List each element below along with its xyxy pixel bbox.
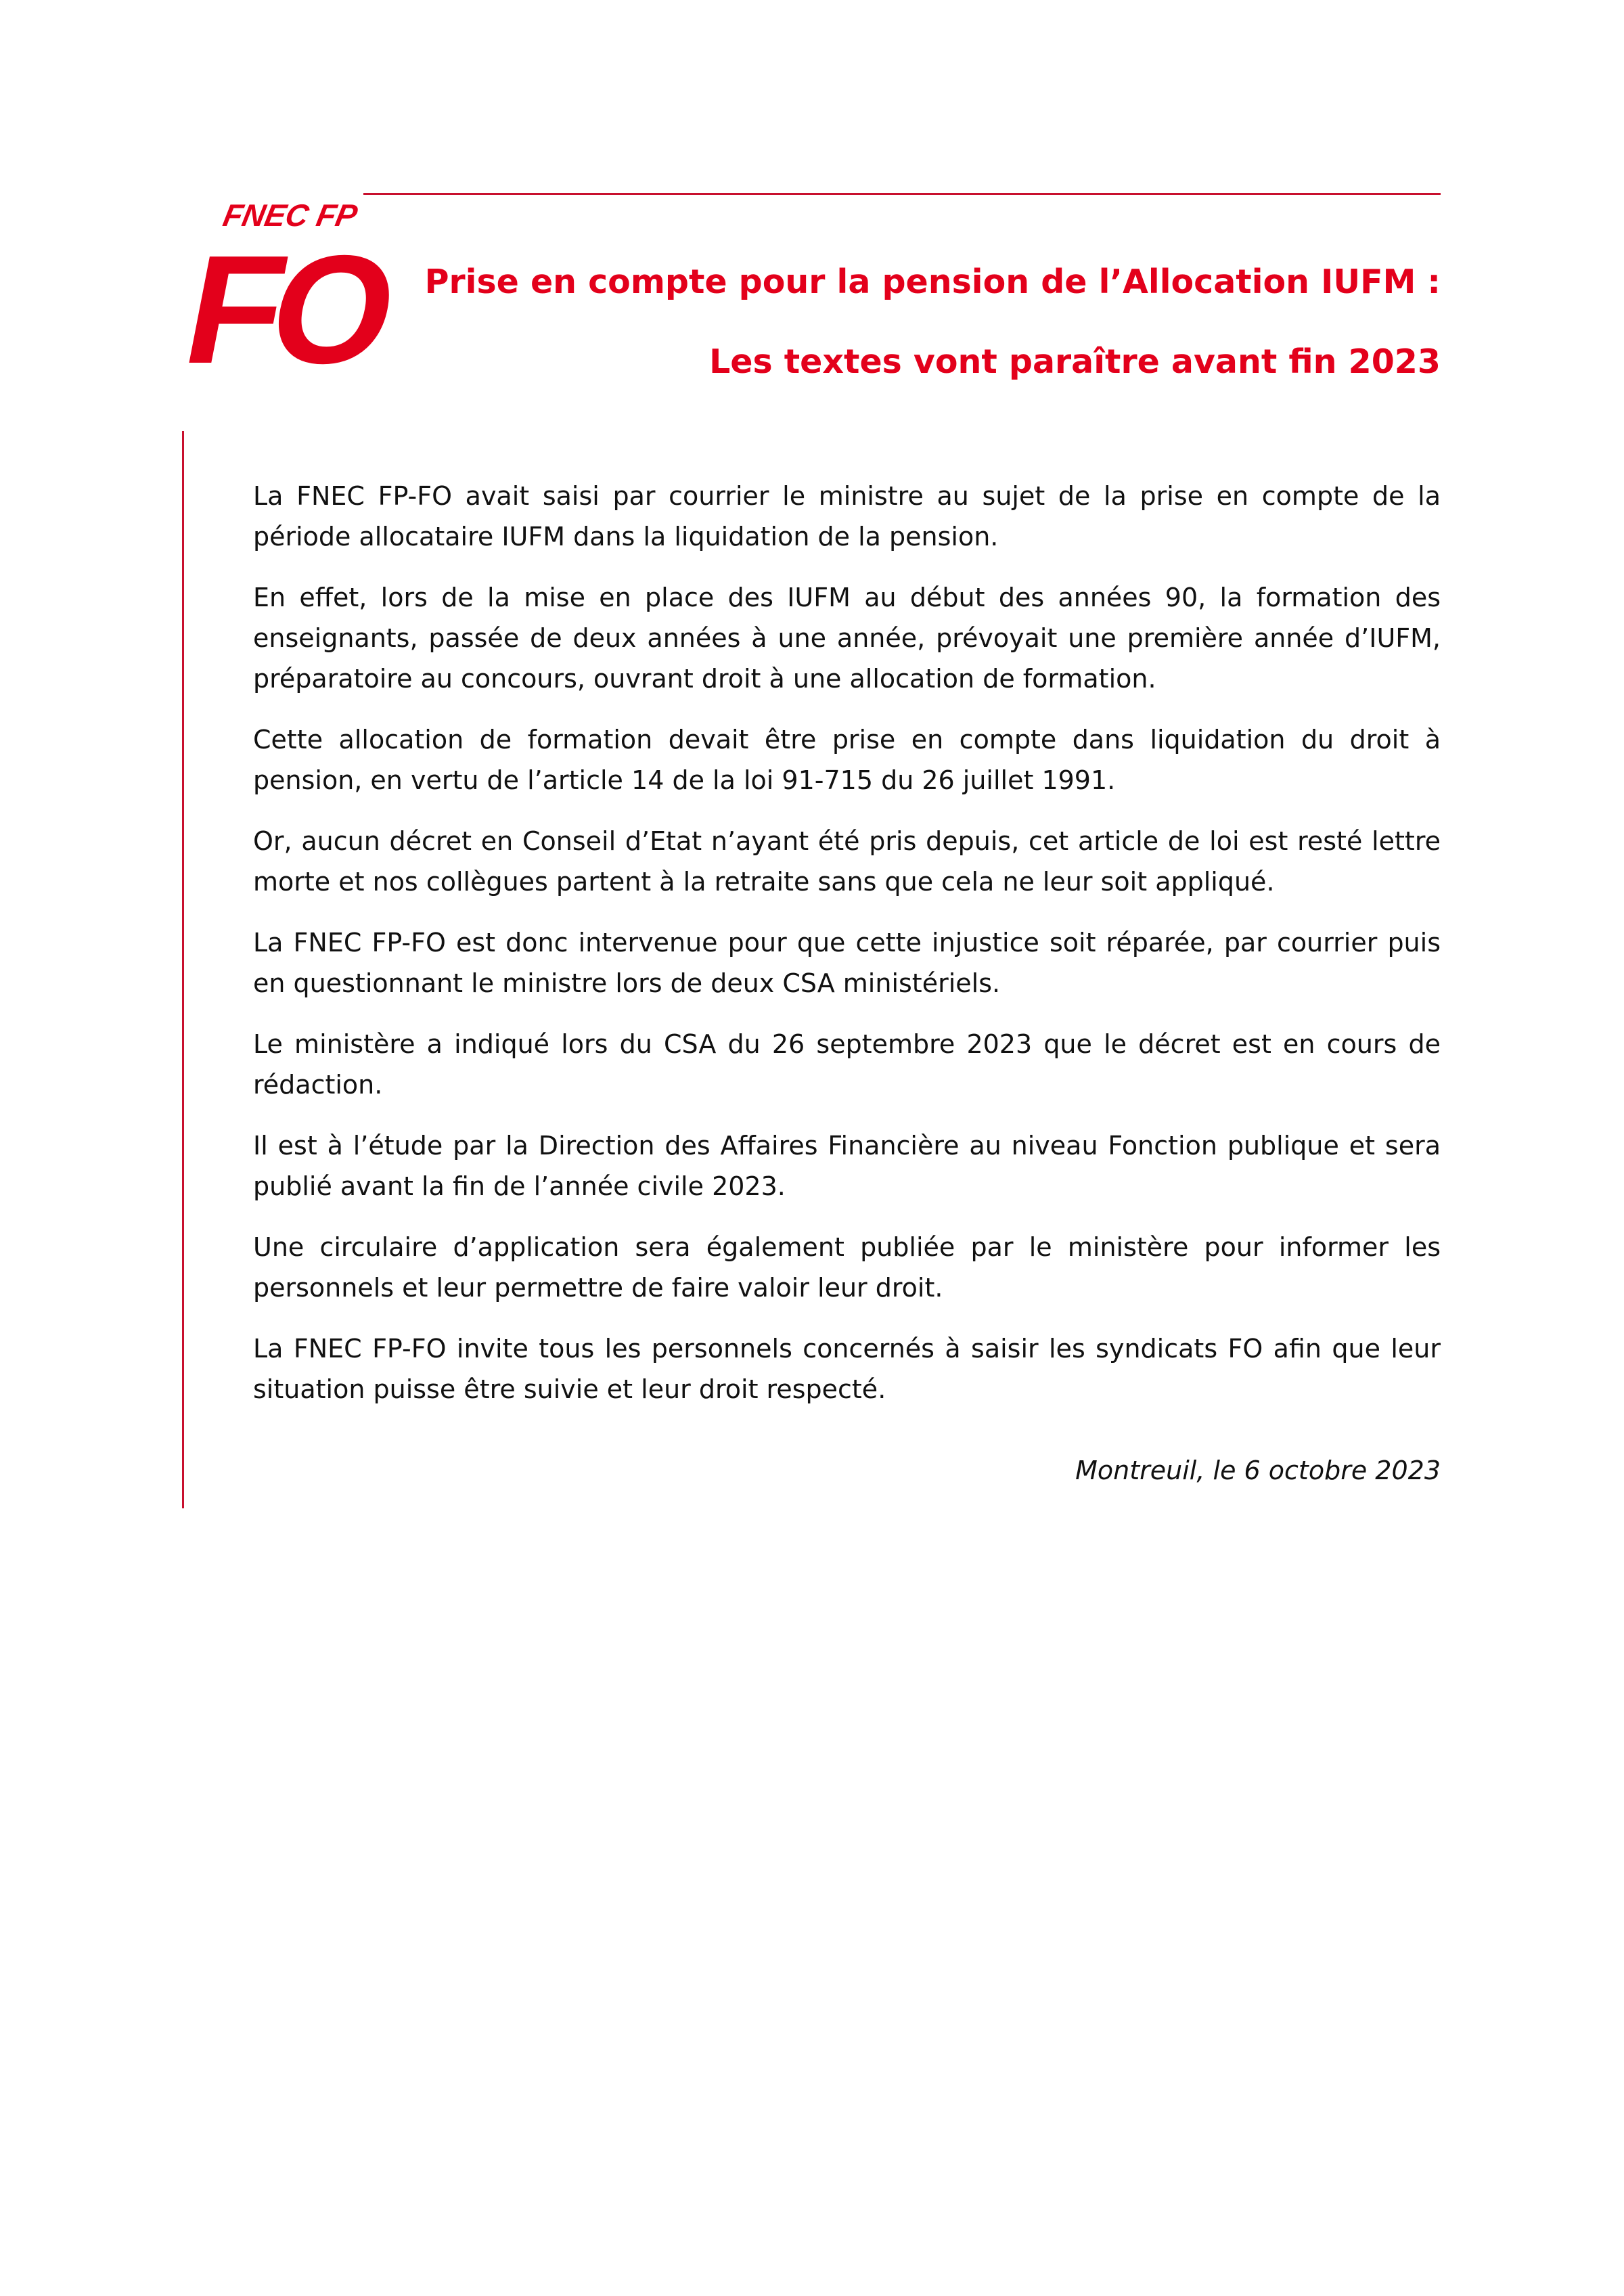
- paragraph: La FNEC FP-FO est donc intervenue pour que cette injustice soit réparée, par courrier puis en questionnant le ministre lors de deux CSA ministériels.: [253, 928, 1441, 998]
- paragraph: Le ministère a indiqué lors du CSA du 26 septembre 2023 que le décret est en cours de rédaction.: [253, 1029, 1441, 1100]
- paragraph: Il est à l’étude par la Direction des Affaires Financière au niveau Fonction publique et sera publié avant la fin de l’année civile 2023.: [253, 1131, 1441, 1201]
- place-and-date: Montreuil, le 6 octobre 2023: [1075, 1456, 1441, 1485]
- margin-rule: [182, 431, 184, 1508]
- logo-main-text: FO: [172, 223, 401, 396]
- paragraph: Or, aucun décret en Conseil d’Etat n’ayant été pris depuis, cet article de loi est resté lettre morte et nos collègues partent à la retraite sans que cela ne leur soit appliqué.: [253, 826, 1441, 897]
- paragraph: La FNEC FP-FO avait saisi par courrier le ministre au sujet de la prise en compte de la période allocataire IUFM dans la liquidation de la pension.: [253, 481, 1441, 552]
- paragraph: En effet, lors de la mise en place des IUFM au début des années 90, la formation des enseignants, passée de deux années à une année, prévoyait une première année d’IUFM, préparatoire au concours, ouvrant droit à une allocation de formation.: [253, 583, 1441, 694]
- logo-top-text: FNEC FP: [220, 198, 361, 233]
- body-text: [253, 476, 1441, 1430]
- paragraph: La FNEC FP-FO invite tous les personnels concernés à saisir les syndicats FO afin que leur situation puisse être suivie et leur droit respecté.: [253, 1334, 1441, 1404]
- paragraph: Cette allocation de formation devait être prise en compte dans liquidation du droit à pension, en vertu de l’article 14 de la loi 91-715 du 26 juillet 1991.: [253, 725, 1441, 795]
- page-subtitle: Les textes vont paraître avant fin 2023: [709, 342, 1441, 381]
- paragraph: Une circulaire d’application sera également publiée par le ministère pour informer les personnels et leur permettre de faire valoir leur droit.: [253, 1232, 1441, 1303]
- page-title: Prise en compte pour la pension de l’Allocation IUFM :: [424, 263, 1441, 301]
- header-rule: [363, 193, 1441, 195]
